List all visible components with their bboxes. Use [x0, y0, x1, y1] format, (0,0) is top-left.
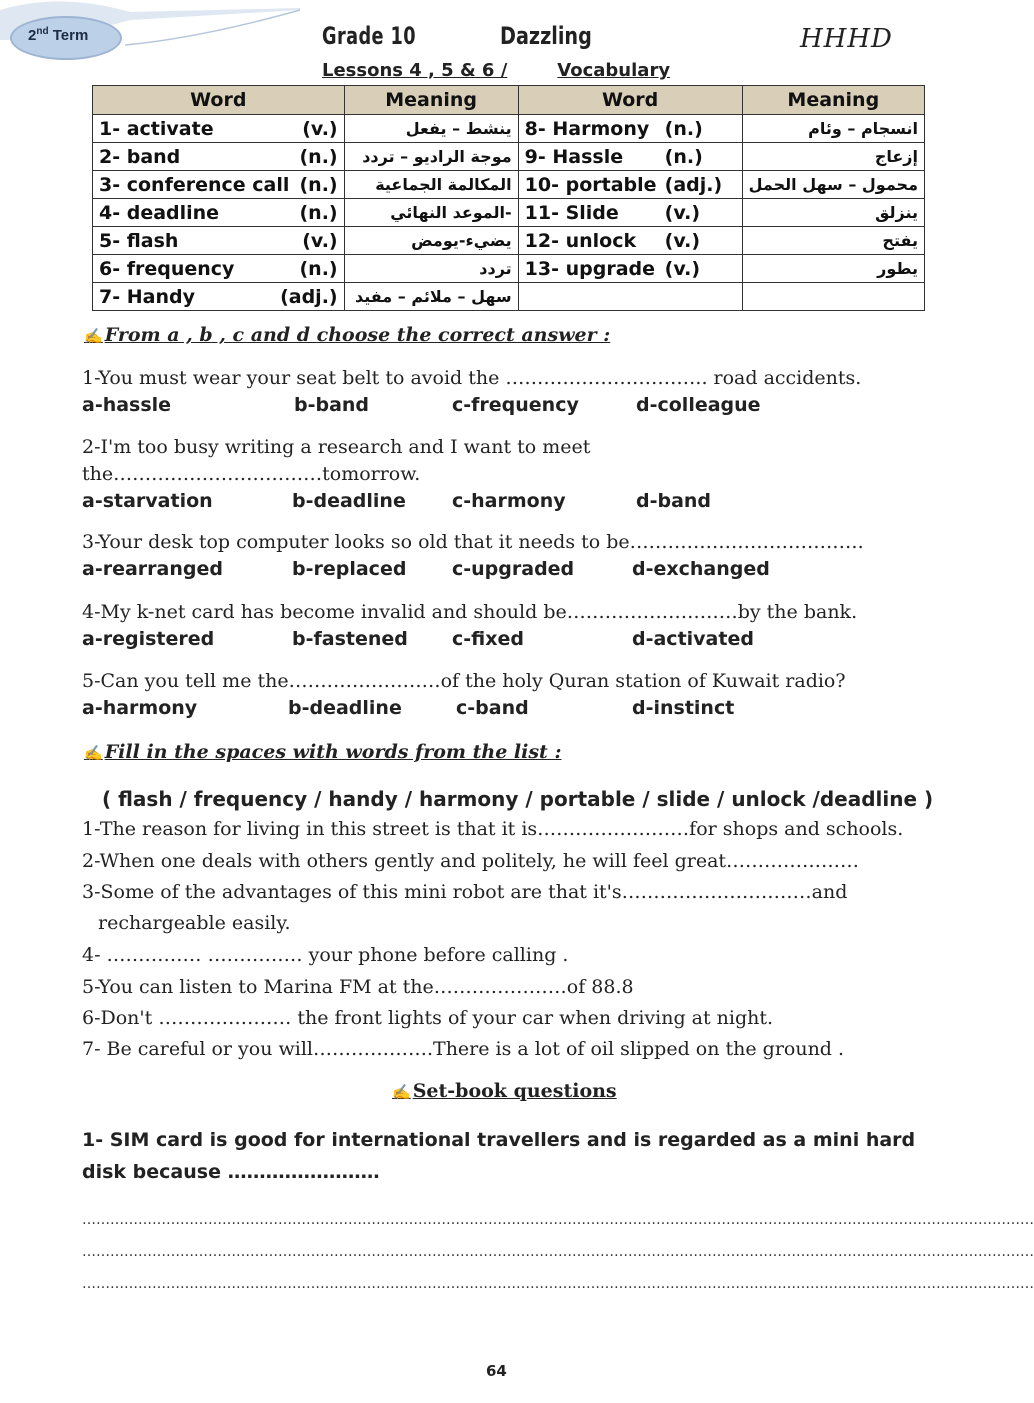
- option-a: a-hassle: [82, 394, 172, 416]
- meaning-cell: يضيء-يومض: [344, 227, 518, 255]
- term-banner: [0, 0, 300, 70]
- col-header-word: Word: [518, 86, 742, 115]
- col-header-meaning: Meaning: [344, 86, 518, 115]
- word-cell: [93, 143, 345, 171]
- fill-line-3-cont: rechargeable easily.: [98, 912, 291, 934]
- section-title-setbook: ✍ Set-book questions: [392, 1080, 617, 1102]
- word: 11- Slide: [524, 201, 619, 224]
- vocabulary-row: [93, 143, 925, 171]
- option-c: c-fixed: [452, 628, 524, 650]
- fill-line-3: 3-Some of the advantages of this mini robot are that it's…………………………and: [82, 881, 848, 903]
- vocabulary-row: [93, 227, 925, 255]
- fill-line-4: 4- …………… …………… your phone before calling .: [82, 944, 569, 966]
- question-2: 2-I'm too busy writing a research and I want to meet: [82, 436, 591, 458]
- word: 7- Handy: [99, 285, 195, 308]
- setbook-question-line: disk because ……………………: [82, 1161, 380, 1183]
- meaning-cell: يطور: [742, 255, 924, 283]
- meaning-cell: موجة الراديو – تردد: [344, 143, 518, 171]
- option-c: c-frequency: [452, 394, 579, 416]
- vocabulary-row: [93, 171, 925, 199]
- word: 8- Harmony: [524, 117, 650, 140]
- part-of-speech: (adj.): [280, 285, 338, 308]
- fill-line-7: 7- Be careful or you will……………….There is a lot of oil slipped on the ground .: [82, 1038, 845, 1060]
- option-c: c-band: [456, 697, 529, 719]
- word-cell: [93, 255, 345, 283]
- question-4: 4-My k-net card has become invalid and should be………………………by the bank.: [82, 601, 858, 623]
- option-d: d-activated: [632, 628, 754, 650]
- option-c: c-harmony: [452, 490, 566, 512]
- options-4: [0, 628, 992, 654]
- col-header-meaning: Meaning: [742, 86, 924, 115]
- word-cell: [93, 115, 345, 143]
- word-cell: [518, 227, 742, 255]
- question-5: 5-Can you tell me the……………………of the holy Quran station of Kuwait radio?: [82, 670, 846, 692]
- part-of-speech: (n.): [299, 145, 338, 168]
- part-of-speech: (n.): [664, 117, 703, 140]
- meaning-cell: إزعاج: [742, 143, 924, 171]
- vocabulary-row: [93, 283, 925, 311]
- fill-line-5: 5-You can listen to Marina FM at the…………………of 88.8: [82, 976, 634, 998]
- part-of-speech: (n.): [299, 173, 338, 196]
- options-1: [0, 394, 992, 420]
- word: 2- band: [99, 145, 181, 168]
- answer-line[interactable]: ……………………………………………………………………………………………………………………………………………………………………………………: [82, 1212, 1034, 1228]
- vocabulary-header-row: [93, 86, 925, 115]
- question-1: 1-You must wear your seat belt to avoid the ………………………….. road accidents.: [82, 367, 862, 389]
- part-of-speech: (n.): [299, 201, 338, 224]
- option-a: a-rearranged: [82, 558, 223, 580]
- setbook-question-line: 1- SIM card is good for international travellers and is regarded as a mini hard: [82, 1129, 916, 1151]
- col-header-word: Word: [93, 86, 345, 115]
- word-cell: [518, 115, 742, 143]
- word-cell: [518, 283, 742, 311]
- part-of-speech: (n.): [299, 257, 338, 280]
- options-3: [0, 558, 992, 584]
- setbook-question-1: [82, 1124, 915, 1188]
- meaning-cell: سهل – ملائم – مفيد: [344, 283, 518, 311]
- word: 6- frequency: [99, 257, 235, 280]
- meaning-cell: ينشط – يفعل: [344, 115, 518, 143]
- vocabulary-table: [92, 85, 925, 311]
- option-a: a-starvation: [82, 490, 213, 512]
- term-label: 2nd Term: [28, 26, 89, 44]
- part-of-speech: (v.): [664, 257, 701, 280]
- word-list: ( flash / frequency / handy / harmony / portable / slide / unlock /deadline ): [102, 787, 934, 811]
- option-d: d-instinct: [632, 697, 735, 719]
- option-b: b-deadline: [288, 697, 402, 719]
- word: 3- conference call: [99, 173, 290, 196]
- word: 5- flash: [99, 229, 179, 252]
- option-a: a-harmony: [82, 697, 198, 719]
- part-of-speech: (v.): [302, 229, 338, 252]
- grade-title: Grade 10: [322, 22, 416, 50]
- fill-line-1: 1-The reason for living in this street is that it is……………………for shops and schools.: [82, 818, 904, 840]
- meaning-cell: محمول – سهل الحمل: [742, 171, 924, 199]
- option-b: b-fastened: [292, 628, 408, 650]
- word-cell: [518, 255, 742, 283]
- pen-icon: ✍: [84, 327, 103, 345]
- meaning-cell: ينزلق: [742, 199, 924, 227]
- lesson-subtitle: Lessons 4 , 5 & 6 / Vocabulary: [322, 60, 671, 81]
- meaning-cell: انسجام – وئام: [742, 115, 924, 143]
- word-cell: [93, 199, 345, 227]
- meaning-cell: المكالمة الجماعية: [344, 171, 518, 199]
- option-d: d-exchanged: [632, 558, 770, 580]
- word: 4- deadline: [99, 201, 220, 224]
- vocabulary-row: [93, 115, 925, 143]
- option-b: b-replaced: [292, 558, 407, 580]
- word-cell: [93, 227, 345, 255]
- answer-line[interactable]: ……………………………………………………………………………………………………………………………………………………………………………………: [82, 1244, 1034, 1260]
- option-c: c-upgraded: [452, 558, 575, 580]
- option-d: d-colleague: [636, 394, 761, 416]
- word: 13- upgrade: [524, 257, 656, 280]
- meaning-cell: -الموعد النهائي: [344, 199, 518, 227]
- answer-line[interactable]: ……………………………………………………………………………………………………………………………………………………………………………………: [82, 1276, 1034, 1292]
- option-b: b-deadline: [292, 490, 406, 512]
- option-a: a-registered: [82, 628, 215, 650]
- question-3: 3-Your desk top computer looks so old that it needs to be……………………………….: [82, 531, 864, 553]
- part-of-speech: (v.): [302, 117, 338, 140]
- word-cell: [93, 171, 345, 199]
- word-cell: [518, 143, 742, 171]
- word: 9- Hassle: [524, 145, 624, 168]
- word: 12- unlock: [524, 229, 637, 252]
- pen-icon: ✍: [84, 744, 103, 762]
- fill-line-6: 6-Don't ………………… the front lights of your car when driving at night.: [82, 1007, 774, 1029]
- word-cell: [518, 171, 742, 199]
- fill-line-2: 2-When one deals with others gently and politely, he will feel great…………………: [82, 850, 860, 872]
- section-title-fill: ✍ Fill in the spaces with words from the list :: [84, 741, 562, 763]
- part-of-speech: (v.): [664, 229, 701, 252]
- meaning-cell: [742, 283, 924, 311]
- part-of-speech: (v.): [664, 201, 701, 224]
- pen-icon: ✍: [392, 1083, 411, 1101]
- part-of-speech: (n.): [664, 145, 703, 168]
- option-b: b-band: [294, 394, 370, 416]
- page-number: 64: [486, 1362, 507, 1380]
- word: 1- activate: [99, 117, 214, 140]
- meaning-cell: يفتح: [742, 227, 924, 255]
- option-d: d-band: [636, 490, 712, 512]
- question-2-cont: the……………………………tomorrow.: [82, 463, 421, 485]
- options-5: [0, 697, 992, 723]
- word-cell: [93, 283, 345, 311]
- section-title-choose: ✍ From a , b , c and d choose the correct answer :: [84, 324, 611, 346]
- vocabulary-row: [93, 255, 925, 283]
- meaning-cell: تردد: [344, 255, 518, 283]
- word-cell: [518, 199, 742, 227]
- options-2: [0, 490, 992, 516]
- part-of-speech: (adj.): [664, 173, 723, 196]
- author-signature: HHHD: [800, 24, 893, 54]
- word: 10- portable: [524, 173, 657, 196]
- vocabulary-row: [93, 199, 925, 227]
- book-title: Dazzling: [500, 22, 592, 50]
